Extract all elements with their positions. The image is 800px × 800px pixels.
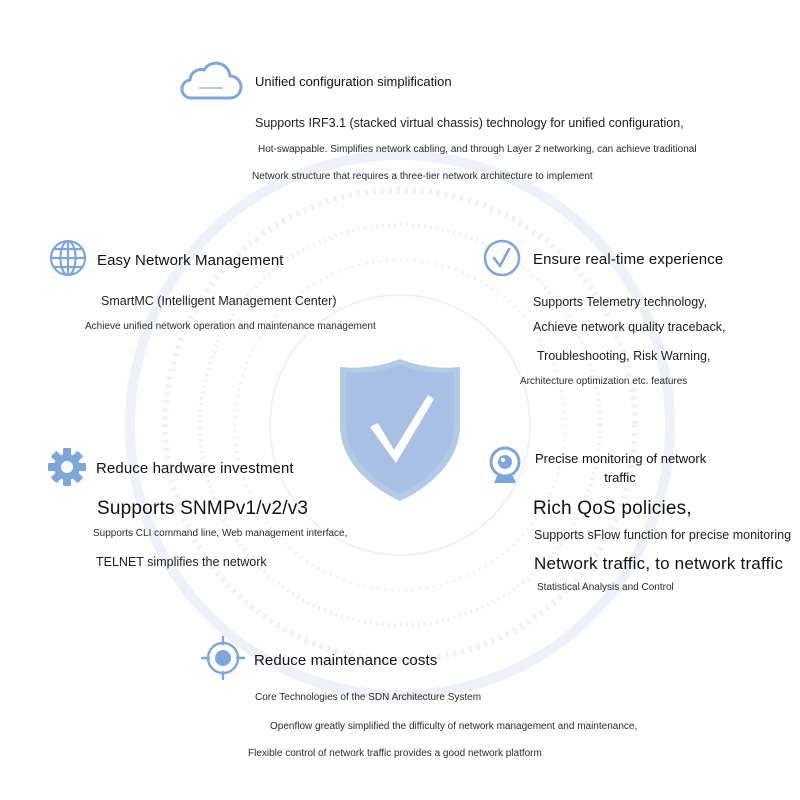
check-circle-icon	[482, 238, 522, 278]
hardware-line-2: Supports CLI command line, Web management interface,	[93, 528, 348, 539]
monitoring-line-2: Supports sFlow function for precise monitoring	[534, 528, 792, 542]
unified-line-1: Supports IRF3.1 (stacked virtual chassis) technology for unified configuration,	[255, 116, 684, 130]
webcam-icon	[487, 445, 523, 487]
easy-title: Easy Network Management	[97, 252, 284, 269]
realtime-line-3: Troubleshooting, Risk Warning,	[537, 349, 711, 363]
maintenance-line-2: Openflow greatly simplified the difficulty of network management and maintenance,	[270, 721, 638, 732]
unified-title: Unified configuration simplification	[255, 74, 452, 89]
maintenance-line-3: Flexible control of network traffic provides a good network platform	[248, 748, 542, 759]
target-icon	[200, 635, 246, 681]
maintenance-title: Reduce maintenance costs	[254, 652, 438, 669]
monitoring-title-line-1: Precise monitoring of network	[535, 451, 707, 466]
unified-line-2: Hot-swappable. Simplifies network cabling, and through Layer 2 networking, can achieve traditional	[258, 144, 697, 155]
monitoring-line-1: Rich QoS policies,	[533, 498, 692, 519]
cloud-icon	[178, 58, 244, 102]
monitoring-title	[535, 451, 705, 485]
hardware-line-1: Supports SNMPv1/v2/v3	[97, 498, 309, 519]
easy-line-1: SmartMC (Intelligent Management Center)	[101, 294, 337, 308]
monitoring-line-3: Network traffic, to network traffic	[534, 554, 784, 573]
shield-check-icon	[336, 355, 464, 505]
gear-icon	[47, 447, 87, 487]
maintenance-line-1: Core Technologies of the SDN Architecture System	[255, 692, 482, 703]
monitoring-line-4: Statistical Analysis and Control	[537, 582, 674, 593]
monitoring-title-line-2: traffic	[604, 470, 636, 485]
realtime-line-1: Supports Telemetry technology,	[533, 295, 707, 309]
realtime-title: Ensure real-time experience	[533, 251, 724, 268]
realtime-line-2: Achieve network quality traceback,	[533, 320, 726, 334]
easy-line-2: Achieve unified network operation and maintenance management	[85, 321, 376, 332]
unified-line-3: Network structure that requires a three-tier network architecture to implement	[252, 171, 593, 182]
hardware-title: Reduce hardware investment	[96, 460, 294, 477]
hardware-line-3: TELNET simplifies the network	[96, 555, 267, 569]
realtime-line-4: Architecture optimization etc. features	[520, 376, 688, 387]
globe-icon	[48, 238, 88, 278]
